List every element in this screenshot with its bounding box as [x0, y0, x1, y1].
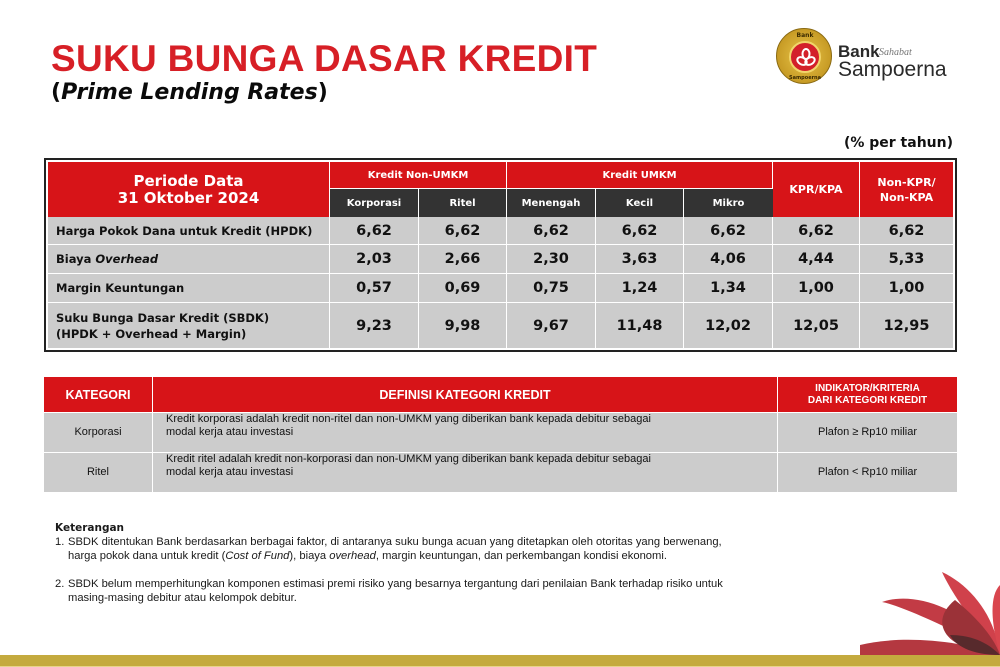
subheader-mikro: Mikro: [684, 189, 773, 217]
cell-margin-kpr: 1,00: [773, 274, 860, 303]
period-label: Periode Data: [133, 171, 244, 190]
sbdk-label-line1: Suku Bunga Dasar Kredit (SBDK): [56, 310, 270, 325]
note-number: 1.: [55, 536, 65, 548]
row-kategori-ritel: Ritel: [44, 453, 153, 492]
brand-line2: Sampoerna: [838, 58, 947, 81]
brand-tagline: Sahabat: [879, 47, 912, 58]
row-indikator-ritel: Plafon < Rp10 miliar: [778, 453, 957, 492]
cell-hpdk-mikro: 6,62: [684, 217, 773, 245]
definisi-korporasi-line2: modal kerja atau investasi: [166, 426, 294, 438]
overhead-prefix: Biaya: [56, 252, 96, 266]
notes-title: Keterangan: [55, 522, 125, 534]
header-indikator: [778, 377, 957, 412]
cell-sbdk-non-kpr: 12,95: [860, 303, 953, 348]
note-item-1: [55, 535, 875, 563]
cell-sbdk-kecil: 11,48: [596, 303, 684, 348]
header-definisi: DEFINISI KATEGORI KREDIT: [153, 377, 778, 412]
row-label-sbdk: [48, 303, 330, 348]
brand-line1: Bank: [838, 42, 880, 61]
note-text: ), biaya: [289, 550, 330, 562]
subheader-ritel: Ritel: [419, 189, 507, 217]
seal-top-text: Bank: [796, 32, 814, 39]
unit-note: (% per tahun): [843, 135, 953, 151]
cell-sbdk-korporasi: 9,23: [330, 303, 419, 348]
row-indikator-korporasi: Plafon ≥ Rp10 miliar: [778, 413, 957, 452]
row-definisi-ritel: [153, 453, 778, 492]
non-kpr-line2: Non-KPA: [879, 190, 934, 204]
cell-hpdk-non-kpr: 6,62: [860, 217, 953, 245]
cell-hpdk-korporasi: 6,62: [330, 217, 419, 245]
definisi-ritel-line2: modal kerja atau investasi: [166, 466, 294, 478]
note-number: 2.: [55, 578, 65, 590]
row-label-margin: Margin Keuntungan: [48, 274, 330, 303]
cell-overhead-menengah: 2,30: [507, 245, 596, 274]
trefoil-icon: [794, 46, 818, 70]
row-label-hpdk: Harga Pokok Dana untuk Kredit (HPDK): [48, 217, 330, 245]
trefoil-seal-icon: [776, 28, 832, 84]
subheader-kecil: Kecil: [596, 189, 684, 217]
footer-gold-bar: [0, 655, 1000, 667]
sbdk-label-line2: (HPDK + Overhead + Margin): [56, 326, 247, 341]
note-italic: Cost of Fund: [225, 550, 290, 562]
notes-section: [55, 521, 875, 605]
cell-margin-mikro: 1,34: [684, 274, 773, 303]
page-title: SUKU BUNGA DASAR KREDIT: [51, 38, 598, 79]
cell-hpdk-ritel: 6,62: [419, 217, 507, 245]
cell-margin-ritel: 0,69: [419, 274, 507, 303]
cell-overhead-mikro: 4,06: [684, 245, 773, 274]
cell-overhead-ritel: 2,66: [419, 245, 507, 274]
group-header-non-umkm: Kredit Non-UMKM: [330, 162, 507, 189]
row-kategori-korporasi: Korporasi: [44, 413, 153, 452]
cell-margin-korporasi: 0,57: [330, 274, 419, 303]
definisi-ritel-line1: Kredit ritel adalah kredit non-korporasi dan non-UMKM yang diberikan bank kepada debitur sebagai: [166, 453, 651, 465]
row-definisi-korporasi: [153, 413, 778, 452]
cell-margin-non-kpr: 1,00: [860, 274, 953, 303]
note-1-line1: SBDK ditentukan Bank berdasarkan berbagai faktor, di antaranya suku bunga acuan yang ditetapkan oleh otoritas yang berwenang,: [68, 536, 722, 548]
page-subtitle: [51, 80, 328, 105]
row-label-overhead: [48, 245, 330, 274]
red-petal-flower-icon: [860, 560, 1000, 655]
cell-sbdk-mikro: 12,02: [684, 303, 773, 348]
subtitle-text: Prime Lending Rates: [61, 80, 318, 105]
cell-sbdk-ritel: 9,98: [419, 303, 507, 348]
cell-overhead-korporasi: 2,03: [330, 245, 419, 274]
subtitle-close: ): [317, 80, 328, 105]
prime-lending-rates-table: [44, 158, 957, 352]
cell-hpdk-kpr: 6,62: [773, 217, 860, 245]
note-1-line2: [68, 549, 722, 563]
note-2-line2: masing-masing debitur atau kelompok debitur.: [68, 592, 297, 604]
cell-overhead-kecil: 3,63: [596, 245, 684, 274]
header-non-kpr: [860, 162, 953, 217]
cell-hpdk-kecil: 6,62: [596, 217, 684, 245]
credit-category-table: [44, 377, 957, 492]
group-header-umkm: Kredit UMKM: [507, 162, 773, 189]
cell-margin-menengah: 0,75: [507, 274, 596, 303]
header-kpr-kpa: KPR/KPA: [773, 162, 860, 217]
subtitle-open: (: [51, 80, 62, 105]
cell-overhead-kpr: 4,44: [773, 245, 860, 274]
definisi-korporasi-line1: Kredit korporasi adalah kredit non-ritel dan non-UMKM yang diberikan bank kepada debitur sebagai: [166, 413, 651, 425]
cell-overhead-non-kpr: 5,33: [860, 245, 953, 274]
indikator-line1: INDIKATOR/KRITERIA: [815, 382, 920, 394]
overhead-italic: Overhead: [95, 252, 159, 266]
non-kpr-line1: Non-KPR/: [877, 175, 936, 189]
note-italic: overhead: [329, 550, 376, 562]
period-header: [48, 162, 330, 217]
cell-hpdk-menengah: 6,62: [507, 217, 596, 245]
period-date: 31 Oktober 2024: [117, 188, 260, 207]
bank-logo: [776, 28, 966, 88]
cell-sbdk-menengah: 9,67: [507, 303, 596, 348]
note-text: , margin keuntungan, dan perkembangan kondisi ekonomi.: [375, 550, 667, 562]
note-item-2: [55, 577, 875, 605]
note-2-line1: SBDK belum memperhitungkan komponen estimasi premi risiko yang besarnya tergantung dari penilaian Bank terhadap risiko untuk: [68, 578, 723, 590]
seal-bottom-text: Sampoerna: [789, 75, 821, 81]
cell-sbdk-kpr: 12,05: [773, 303, 860, 348]
cell-margin-kecil: 1,24: [596, 274, 684, 303]
subheader-korporasi: Korporasi: [330, 189, 419, 217]
header-kategori: KATEGORI: [44, 377, 153, 412]
indikator-line2: DARI KATEGORI KREDIT: [807, 394, 928, 406]
subheader-menengah: Menengah: [507, 189, 596, 217]
note-text: harga pokok dana untuk kredit (: [68, 550, 226, 562]
